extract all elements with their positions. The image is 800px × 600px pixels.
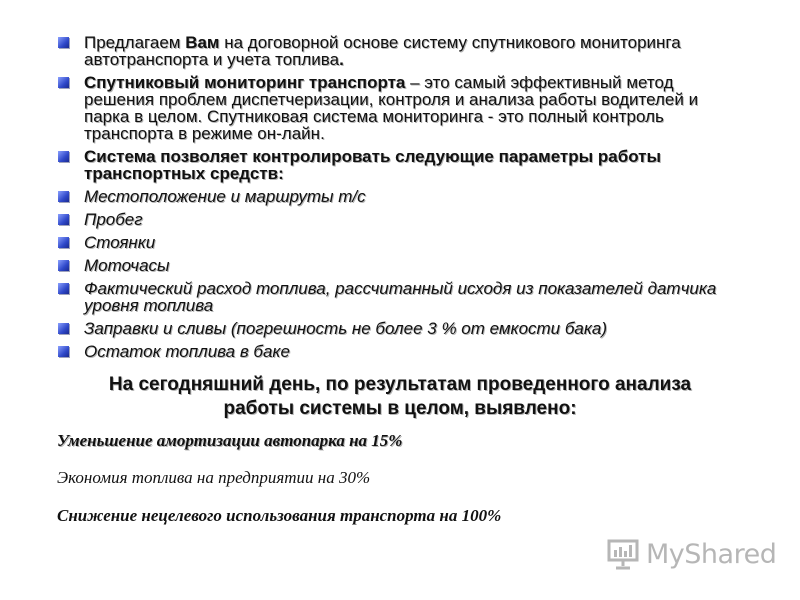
parameter-item: Остаток топлива в баке <box>84 342 290 361</box>
list-item <box>56 257 746 274</box>
square-bullet-icon <box>58 260 69 271</box>
square-bullet-icon <box>58 191 69 202</box>
bullet-bold-text: Вам <box>185 33 220 52</box>
list-item <box>56 188 746 205</box>
parameter-item: Фактический расход топлива, рассчитанный исходя из показателей датчика уровня топлива <box>84 279 717 315</box>
watermark-logo <box>606 536 776 572</box>
square-bullet-icon <box>58 283 69 294</box>
bullet-text: на договорной основе систему спутникового мониторинга автотранспорта и учета топлива <box>84 33 681 69</box>
conclusion-heading <box>40 373 760 421</box>
conclusion-line-2: работы системы в целом, выявлено: <box>223 398 577 419</box>
bullet-text: Предлагаем <box>84 33 186 52</box>
list-item <box>56 74 746 142</box>
result-misuse-reduction: Снижение нецелевого использования транспорта на 100% <box>57 506 502 525</box>
bullet-bold-text: Система позволяет контролировать следующие параметры работы транспортных средств: <box>84 147 662 183</box>
square-bullet-icon <box>58 237 69 248</box>
bullet-bold-text: . <box>339 50 344 69</box>
list-item <box>56 234 746 251</box>
parameter-item: Стоянки <box>84 233 156 252</box>
list-item <box>56 343 746 360</box>
list-item <box>56 211 746 228</box>
parameter-item: Местоположение и маршруты т/с <box>84 187 366 206</box>
square-bullet-icon <box>58 37 69 48</box>
square-bullet-icon <box>58 346 69 357</box>
bullet-text: – это самый эффективный метод решения проблем диспетчеризации, контроля и анализа работы водителей и парка в целом. Спутниковая система мониторинга - это полный контроль транспорта в режиме он-лайн. <box>84 73 699 143</box>
watermark-text: MyShared <box>646 538 777 570</box>
bullet-bold-text: Спутниковый мониторинг транспорта <box>84 73 406 92</box>
presentation-board-icon <box>606 537 640 571</box>
conclusion-line-1: На сегодняшний день, по результатам проведенного анализа <box>108 374 692 395</box>
parameter-item: Пробег <box>84 210 143 229</box>
result-fuel-savings: Экономия топлива на предприятии на 30% <box>57 468 371 487</box>
list-item <box>56 320 746 337</box>
square-bullet-icon <box>58 77 69 88</box>
parameter-item: Заправки и сливы (погрешность не более 3 % от емкости бака) <box>84 319 608 338</box>
parameter-item: Моточасы <box>84 256 170 275</box>
list-item <box>56 280 746 314</box>
square-bullet-icon <box>58 323 69 334</box>
square-bullet-icon <box>58 214 69 225</box>
list-item <box>56 148 746 182</box>
square-bullet-icon <box>58 151 69 162</box>
result-depreciation: Уменьшение амортизации автопарка на 15% <box>57 431 403 450</box>
list-item <box>56 34 746 68</box>
bullet-list <box>56 34 746 366</box>
